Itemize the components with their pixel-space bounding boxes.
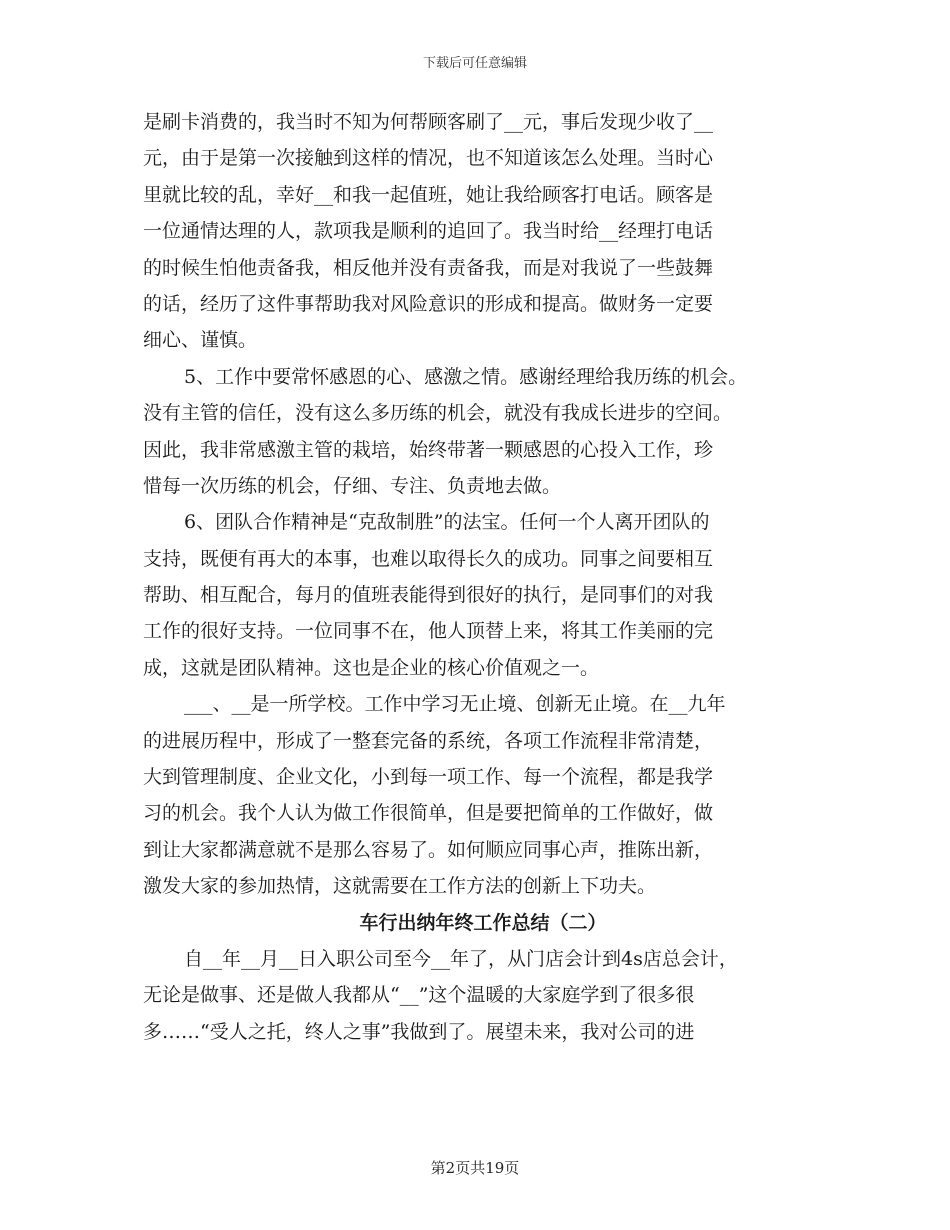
text-line: 支持，既便有再大的本事，也难以取得长久的成功。同事之间要相互 xyxy=(143,547,714,570)
text-line: 一位通情达理的人，款项我是顺利的追回了。我当时给__经理打电话 xyxy=(143,220,714,243)
paragraph-group-1 xyxy=(143,104,823,905)
page-footer: 第2页共19页 xyxy=(430,1159,520,1177)
text-line: 没有主管的信任，没有这么多历练的机会，就没有我成长进步的空间。 xyxy=(143,402,733,425)
text-line: 成，这就是团队精神。这也是企业的核心价值观之一。 xyxy=(143,656,600,679)
text-line: 惜每一次历练的机会，仔细、专注、负责地去做。 xyxy=(143,474,562,497)
paragraph-group-2 xyxy=(143,941,823,1050)
page-header: 下载后可任意编辑 xyxy=(422,56,527,71)
text-line: 无论是做事、还是做人我都从“__”这个温暖的大家庭学到了很多很 xyxy=(143,984,695,1007)
paragraph xyxy=(143,686,823,904)
text-line: 到让大家都满意就不是那么容易了。如何顺应同事心声，推陈出新， xyxy=(143,838,714,861)
paragraph xyxy=(143,104,823,359)
text-line: 是刷卡消费的，我当时不知为何帮顾客刷了__元，事后发现少收了__ xyxy=(143,111,714,133)
text-line: 习的机会。我个人认为做工作很简单，但是要把简单的工作做好，做 xyxy=(143,802,714,825)
text-line: ___、__是一所学校。工作中学习无止境、创新无止境。在__九年 xyxy=(184,693,726,716)
text-line: 元，由于是第一次接触到这样的情况，也不知道该怎么处理。当时心 xyxy=(143,147,714,170)
text-line: 帮助、相互配合，每月的值班表能得到很好的执行，是同事们的对我 xyxy=(143,584,714,607)
section-title: 车行出纳年终工作总结（二） xyxy=(359,911,607,934)
text-line: 6、团队合作精神是“克敌制胜”的法宝。任何一个人离开团队的 xyxy=(184,511,710,534)
text-line: 因此，我非常感激主管的栽培，始终带著一颗感恩的心投入工作，珍 xyxy=(143,438,714,461)
paragraph xyxy=(143,359,823,505)
text-line: 大到管理制度、企业文化，小到每一项工作、每一个流程，都是我学 xyxy=(143,766,714,789)
text-line: 工作的很好支持。一位同事不在，他人顶替上来，将其工作美丽的完 xyxy=(143,620,714,643)
paragraph xyxy=(143,504,823,686)
text-line: 里就比较的乱，幸好__和我一起值班，她让我给顾客打电话。顾客是 xyxy=(143,183,714,206)
text-line: 的话，经历了这件事帮助我对风险意识的形成和提高。做财务一定要 xyxy=(143,292,714,315)
text-line: 细心、谨慎。 xyxy=(143,329,258,352)
paragraph xyxy=(143,941,823,1050)
text-line: 多……“受人之托，终人之事”我做到了。展望未来，我对公司的进 xyxy=(143,1020,695,1043)
document-body xyxy=(143,104,823,1050)
text-line: 激发大家的参加热情，这就需要在工作方法的创新上下功夫。 xyxy=(143,875,657,898)
text-line: 的时候生怕他责备我，相反他并没有责备我，而是对我说了一些鼓舞 xyxy=(143,256,714,279)
text-line: 的进展历程中，形成了一整套完备的系统，各项工作流程非常清楚， xyxy=(143,729,714,752)
text-line: 5、工作中要常怀感恩的心、感激之情。感谢经理给我历练的机会。 xyxy=(184,365,748,388)
text-line: 自__年__月__日入职公司至今__年了，从门店会计到4s店总会计， xyxy=(184,947,738,970)
